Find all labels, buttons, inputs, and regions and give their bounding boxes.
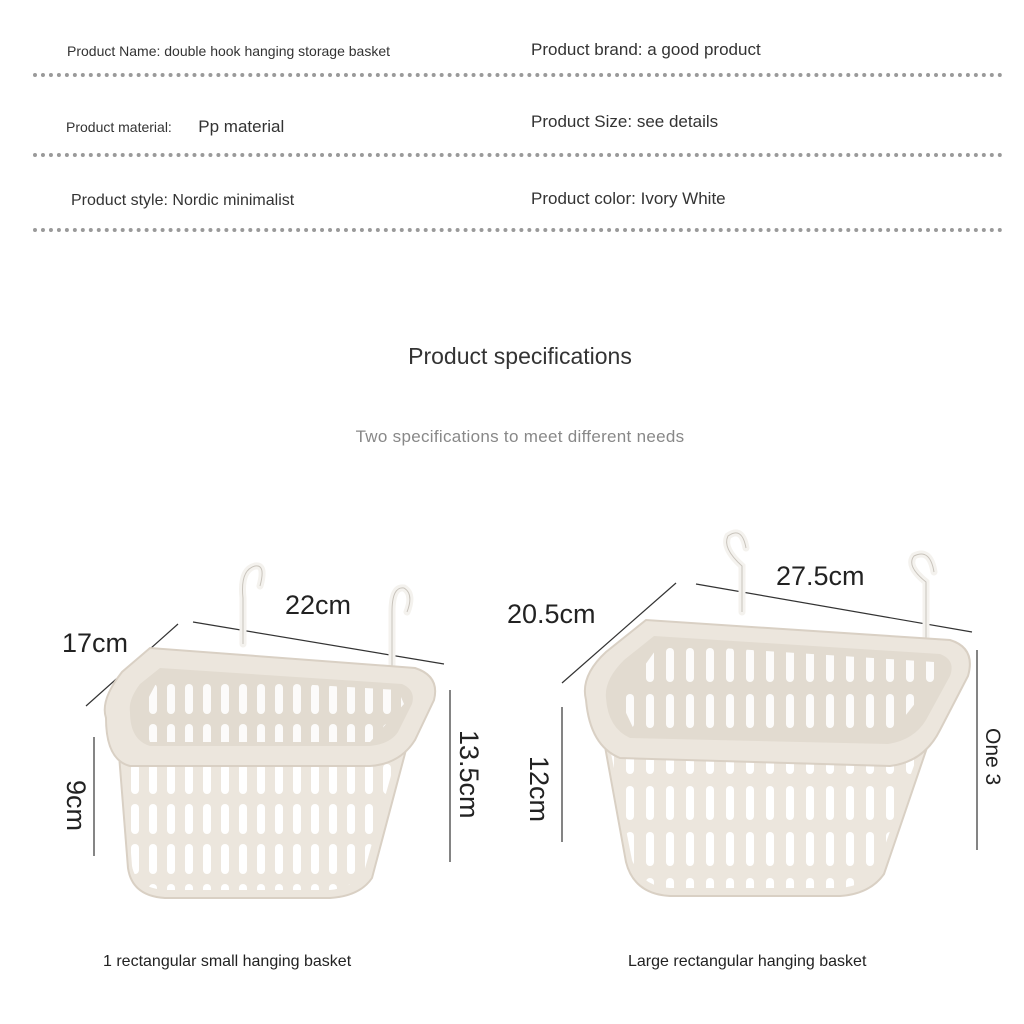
large-width-label: 27.5cm (776, 561, 865, 591)
product-material-value: Pp material (198, 117, 285, 136)
specs-subtitle: Two specifications to meet different needs (355, 427, 685, 446)
small-basket-caption: 1 rectangular small hanging basket (103, 953, 352, 970)
small-basket-image (105, 566, 435, 898)
product-name-value: double hook hanging storage basket (164, 43, 390, 59)
product-color-label: Product color: (531, 189, 636, 208)
product-size-label: Product Size: (531, 112, 633, 131)
product-brand-label: Product brand: (531, 40, 643, 59)
specs-title: Product specifications (408, 343, 632, 369)
small-height-label: 13.5cm (454, 730, 484, 819)
product-size-value: see details (636, 112, 719, 131)
large-basket-caption: Large rectangular hanging basket (628, 953, 867, 970)
large-depth-label: 20.5cm (507, 599, 596, 629)
product-style-value: Nordic minimalist (172, 192, 295, 209)
product-name-label: Product Name: (67, 43, 161, 59)
small-inner-height-label: 9cm (61, 780, 91, 832)
product-color-value: Ivory White (640, 189, 726, 208)
small-width-label: 22cm (285, 590, 352, 620)
product-material-label: Product material: (66, 119, 172, 135)
large-side-note: One 3 (981, 728, 1004, 786)
product-style-label: Product style: (71, 192, 168, 209)
product-brand-value: a good product (647, 40, 761, 59)
small-depth-label: 17cm (62, 628, 129, 658)
large-height-label: 12cm (524, 756, 554, 823)
